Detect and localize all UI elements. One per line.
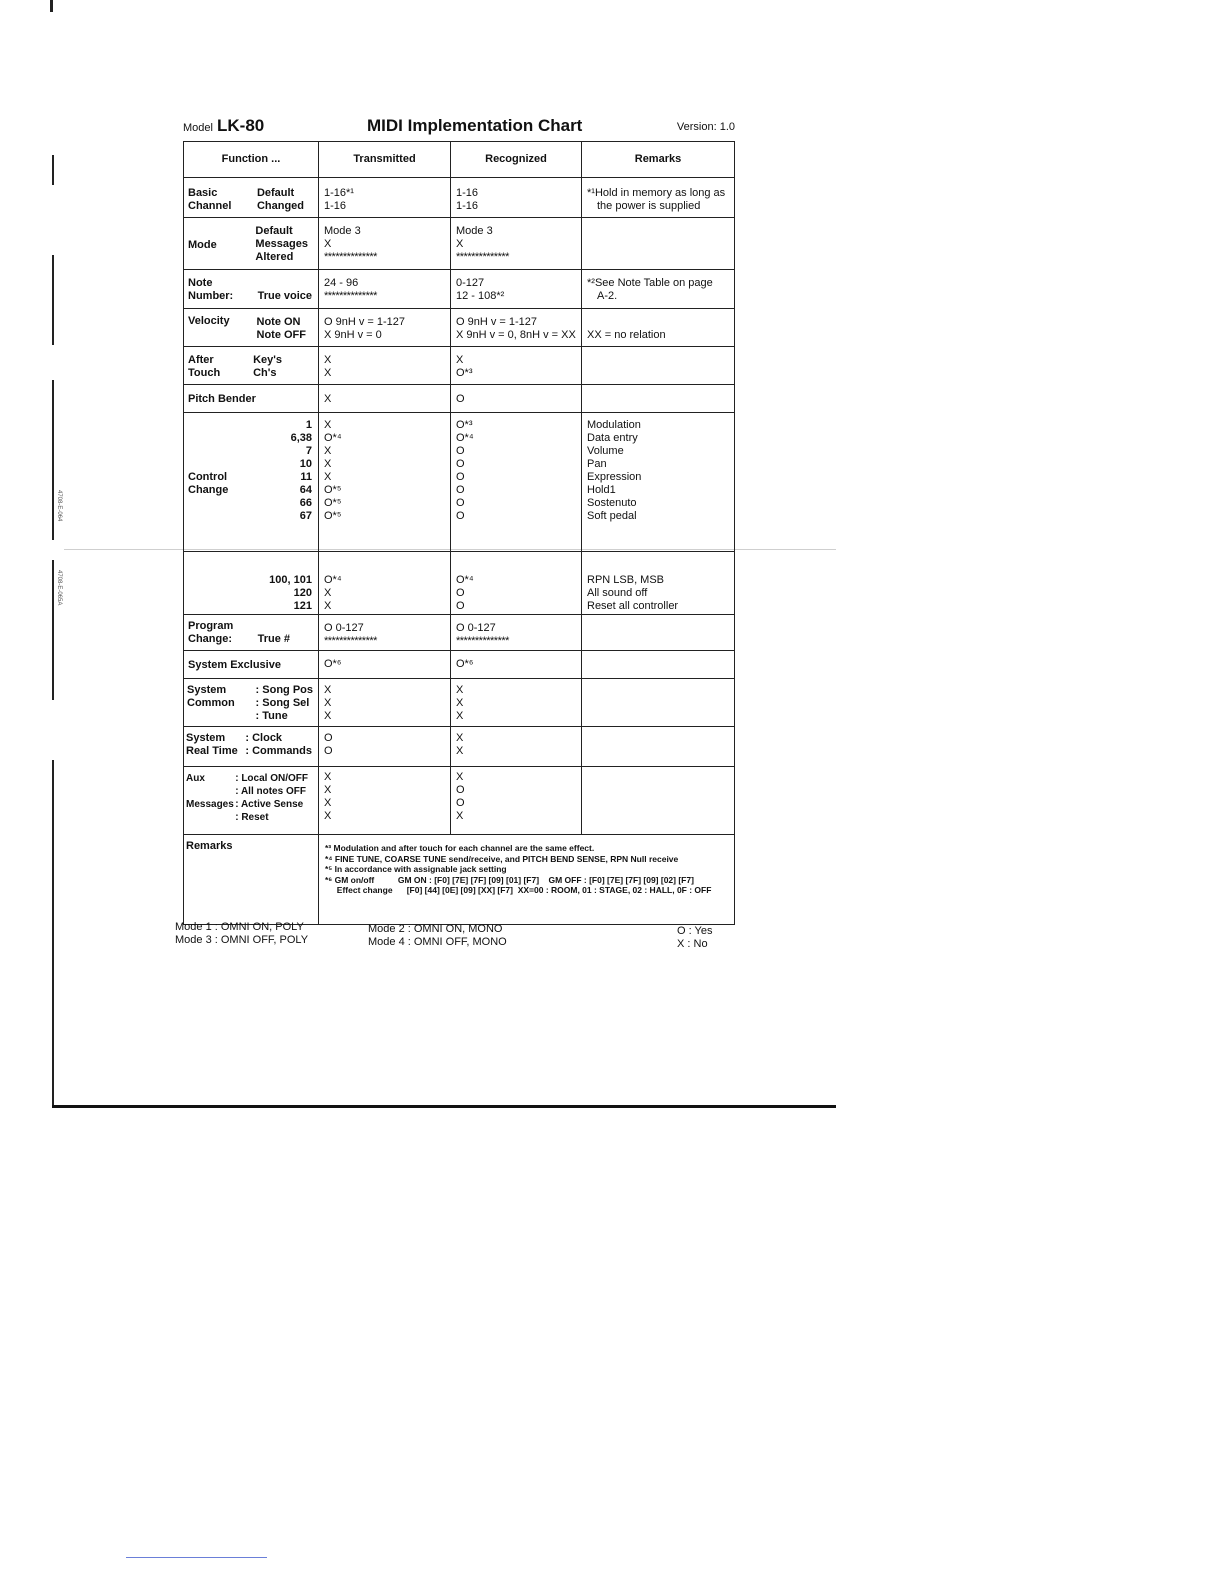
scan-edge-mid — [52, 255, 54, 345]
side-code: 4708-E-064 — [56, 490, 62, 522]
mode-legend-right — [368, 923, 507, 949]
table-row-velocity — [184, 309, 735, 347]
transmitted-cell: O O — [319, 727, 451, 767]
mode-4: Mode 4 : OMNI OFF, MONO — [368, 936, 507, 948]
remarks-cell: XX = no relation — [582, 309, 735, 347]
controller-numbers: 1 6,38 7 10 11 64 66 67 — [290, 419, 312, 522]
remark-note: *⁶ GM on/off GM ON : [F0] [7E] [7F] [09] [01] [F7] GM OFF : [F0] [7E] [7F] [09] [02] [F7] — [325, 874, 694, 885]
remarks-cell — [582, 727, 735, 767]
row-label: Remarks — [186, 840, 233, 852]
row-sublabel: Key's Ch's — [253, 354, 282, 379]
remarks-cell: Modulation Data entry Volume Pan Expression Hold1 Sostenuto Soft pedal — [582, 413, 735, 552]
row-sublabel: Default Changed — [256, 187, 304, 212]
mode-2: Mode 2 : OMNI ON, MONO — [368, 923, 503, 935]
recognized-cell: O — [451, 385, 582, 413]
row-sublabel: True # — [257, 633, 290, 645]
function-cell — [184, 178, 319, 218]
function-cell — [184, 552, 319, 615]
remark-note: *⁴ FINE TUNE, COARSE TUNE send/receive, and PITCH BEND SENSE, RPN Null receive — [325, 853, 679, 864]
row-label: Aux Messages — [186, 773, 234, 810]
chart-header — [183, 116, 735, 140]
function-cell — [184, 767, 319, 835]
function-cell — [184, 413, 319, 552]
table-row-note-number — [184, 270, 735, 309]
table-row-program-change — [184, 615, 735, 651]
row-label: Pitch Bender — [188, 393, 256, 405]
function-cell — [184, 385, 319, 413]
recognized-cell: O 0-127 ************** — [451, 615, 582, 651]
scan-mark — [126, 1557, 267, 1558]
remarks-cell: RPN LSB, MSB All sound off Reset all controller — [582, 552, 735, 615]
mode-legend-left — [175, 921, 308, 947]
table-row-mode — [184, 218, 735, 270]
function-cell — [184, 309, 319, 347]
yes-legend: O : Yes — [677, 925, 713, 937]
row-sublabel: Default Messages Altered — [255, 225, 308, 263]
recognized-cell: X O O X — [451, 767, 582, 835]
function-cell — [184, 347, 319, 385]
table-row-basic-channel — [184, 178, 735, 218]
recognized-cell: O*⁶ — [451, 651, 582, 679]
row-label: System Real Time — [186, 732, 238, 757]
remarks-cell — [582, 218, 735, 270]
remarks-cell: *²See Note Table on page A-2. — [582, 270, 735, 309]
remark-note: *³ Modulation and after touch for each channel are the same effect. — [325, 843, 595, 853]
transmitted-cell: X O*⁴ X X X O*⁵ O*⁵ O*⁵ — [319, 413, 451, 552]
table-row-remarks — [184, 835, 735, 925]
scan-edge-mid — [52, 380, 54, 540]
function-cell — [184, 651, 319, 679]
table-row-control-change — [184, 413, 735, 552]
function-cell — [184, 615, 319, 651]
remarks-cell — [582, 347, 735, 385]
no-legend: X : No — [677, 938, 708, 950]
recognized-cell: X X — [451, 727, 582, 767]
model-name: LK-80 — [217, 116, 265, 135]
col-transmitted: Transmitted — [319, 142, 451, 178]
table-header-row — [184, 142, 735, 178]
remark-note: Effect change [F0] [44] [0E] [09] [XX] [F7] XX=00 : ROOM, 01 : STAGE, 02 : HALL, 0F : OFF — [325, 885, 712, 895]
table-row-after-touch — [184, 347, 735, 385]
row-label: After Touch — [188, 354, 221, 379]
scan-edge-mid — [52, 155, 54, 185]
row-label: System Exclusive — [188, 659, 281, 671]
table-row-pitch-bender — [184, 385, 735, 413]
row-label: Program Change: — [188, 620, 234, 645]
chart-title: MIDI Implementation Chart — [367, 116, 583, 135]
page-bottom-rule — [52, 1105, 836, 1108]
row-label: Velocity — [188, 315, 230, 327]
recognized-cell: O 9nH v = 1-127 X 9nH v = 0, 8nH v = XX — [451, 309, 582, 347]
recognized-cell: 0-127 12 - 108*² — [451, 270, 582, 309]
remarks-cell — [582, 767, 735, 835]
scan-edge-low — [52, 760, 54, 1106]
recognized-cell: Mode 3 X ************** — [451, 218, 582, 270]
transmitted-cell: O 9nH v = 1-127 X 9nH v = 0 — [319, 309, 451, 347]
side-code: 4708-E-065A — [56, 570, 62, 606]
controller-numbers: 100, 101 120 121 — [269, 574, 312, 612]
mode-3: Mode 3 : OMNI OFF, POLY — [175, 934, 309, 946]
row-sublabel: True voice — [257, 290, 312, 302]
transmitted-cell: X X X — [319, 679, 451, 727]
col-function: Function ... — [184, 142, 319, 178]
remarks-cell — [582, 385, 735, 413]
recognized-cell: X X X — [451, 679, 582, 727]
row-sublabel: : Clock : Commands — [245, 732, 312, 757]
table-row-control-change-2 — [184, 552, 735, 615]
table-row-system-exclusive — [184, 651, 735, 679]
scan-edge-top — [50, 0, 53, 12]
row-label: System Common — [187, 684, 235, 709]
midi-implementation-table — [183, 141, 735, 925]
mode-1: Mode 1 : OMNI ON, POLY — [175, 921, 304, 933]
row-label: Mode — [188, 239, 217, 251]
table-row-system-real-time — [184, 727, 735, 767]
function-cell — [184, 679, 319, 727]
remarks-notes — [319, 835, 735, 925]
recognized-cell: O*³ O*⁴ O O O O O O — [451, 413, 582, 552]
col-recognized: Recognized — [451, 142, 582, 178]
transmitted-cell: X — [319, 385, 451, 413]
function-cell — [184, 218, 319, 270]
recognized-cell: O*⁴ O O — [451, 552, 582, 615]
transmitted-cell: 1-16*¹ 1-16 — [319, 178, 451, 218]
col-remarks: Remarks — [582, 142, 735, 178]
remarks-cell — [582, 651, 735, 679]
remarks-cell — [582, 615, 735, 651]
remarks-cell: *¹Hold in memory as long as the power is supplied — [582, 178, 735, 218]
row-sublabel: : Song Pos : Song Sel : Tune — [255, 684, 313, 722]
table-row-system-common — [184, 679, 735, 727]
transmitted-cell: X X X X — [319, 767, 451, 835]
row-sublabel: Note ON Note OFF — [256, 316, 306, 341]
symbol-legend — [677, 925, 712, 951]
recognized-cell: 1-16 1-16 — [451, 178, 582, 218]
transmitted-cell: O*⁶ — [319, 651, 451, 679]
function-cell — [184, 835, 319, 925]
row-label: Control Change — [188, 471, 229, 496]
recognized-cell: X O*³ — [451, 347, 582, 385]
remarks-cell — [582, 679, 735, 727]
model-prefix: Model — [183, 122, 213, 134]
version-label: Version: 1.0 — [676, 121, 735, 133]
function-cell — [184, 727, 319, 767]
row-sublabel: : Local ON/OFF : All notes OFF : Active Sense : Reset — [235, 773, 308, 823]
transmitted-cell: O*⁴ X X — [319, 552, 451, 615]
remark-note: *⁵ In accordance with assignable jack setting — [325, 864, 507, 874]
transmitted-cell: O 0-127 ************** — [319, 615, 451, 651]
function-cell — [184, 270, 319, 309]
row-label: Basic Channel — [188, 187, 232, 212]
row-label: Note Number: — [188, 277, 234, 302]
transmitted-cell: X X — [319, 347, 451, 385]
table-row-aux-messages — [184, 767, 735, 835]
transmitted-cell: Mode 3 X ************** — [319, 218, 451, 270]
transmitted-cell: 24 - 96 ************** — [319, 270, 451, 309]
scan-edge-mid — [52, 560, 54, 700]
